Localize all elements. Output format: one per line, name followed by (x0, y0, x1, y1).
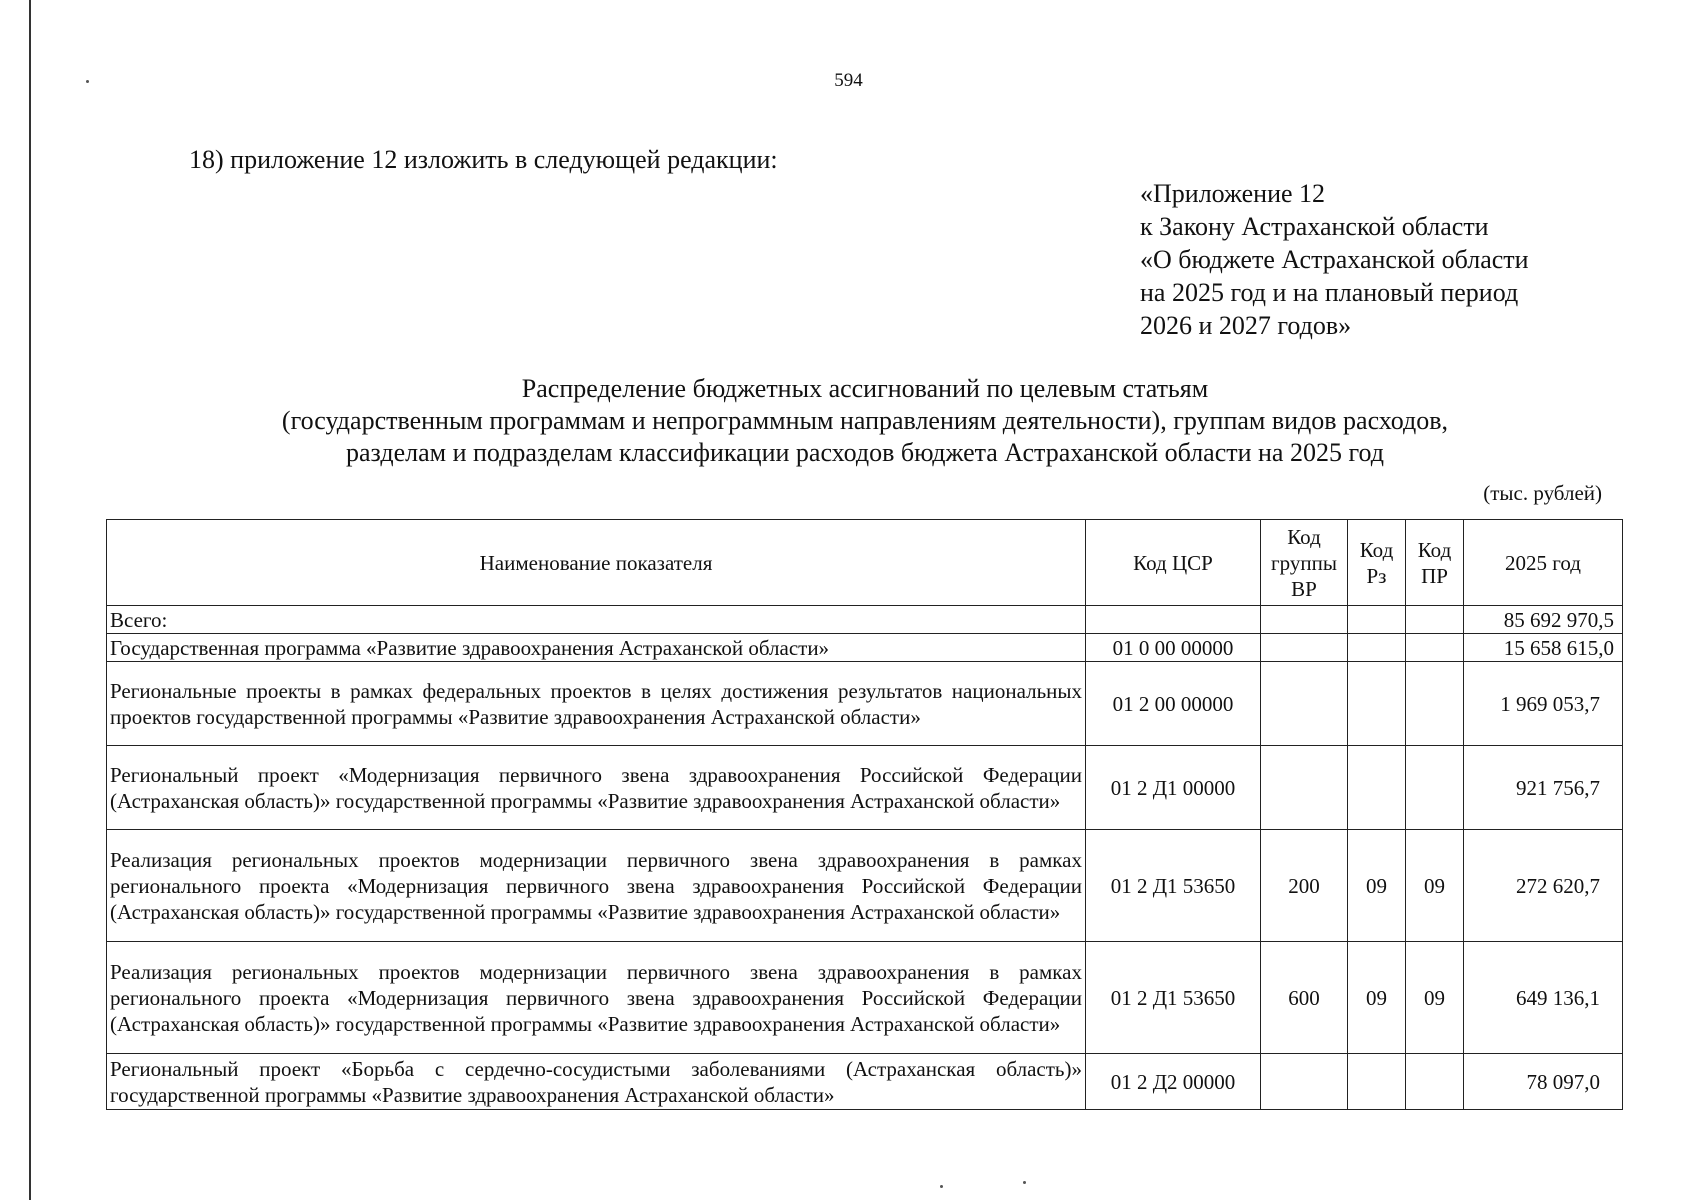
cell-pr: 09 (1406, 942, 1464, 1054)
cell-name: Региональные проекты в рамках федеральных проектов в целях достижения результатов национальных проектов государственной программы «Развитие здравоохранения Астраханской области» (107, 662, 1086, 746)
cell-amount: 921 756,7 (1464, 746, 1623, 830)
cell-name: Реализация региональных проектов модернизации первичного звена здравоохранения в рамках регионального проекта «Модернизация первичного звена здравоохранения Российской Федерации (Астраханская область)» государственной программы «Развитие здравоохранения Астраханской области» (107, 942, 1086, 1054)
title-line: разделам и подразделам классификации расходов бюджета Астраханской области на 2025 год (346, 438, 1384, 467)
cell-vr (1261, 606, 1348, 634)
cell-amount: 15 658 615,0 (1464, 634, 1623, 662)
cell-vr (1261, 634, 1348, 662)
appendix-line: «Приложение 12 (1140, 179, 1326, 208)
table-row (107, 662, 1623, 746)
budget-table (106, 519, 1623, 1110)
scan-dot (1023, 1181, 1026, 1184)
appendix-heading (1140, 177, 1529, 342)
cell-csr: 01 0 00 00000 (1086, 634, 1261, 662)
header-csr: Код ЦСР (1086, 520, 1261, 606)
page-number: 594 (834, 70, 863, 91)
cell-rz: 09 (1348, 830, 1406, 942)
table-row (107, 1054, 1623, 1110)
document-title (100, 373, 1630, 469)
header-year: 2025 год (1464, 520, 1623, 606)
cell-name: Региональный проект «Борьба с сердечно-сосудистыми заболеваниями (Астраханская область)» государственной программы «Развитие здравоохранения Астраханской области» (107, 1054, 1086, 1110)
cell-csr (1086, 606, 1261, 634)
cell-vr: 600 (1261, 942, 1348, 1054)
title-line: Распределение бюджетных ассигнований по целевым статьям (521, 374, 1209, 403)
title-line: (государственным программам и непрограммным направлениям деятельности), группам видов расходов, (281, 406, 1449, 435)
cell-pr (1406, 662, 1464, 746)
cell-name: Государственная программа «Развитие здравоохранения Астраханской области» (107, 634, 1086, 662)
cell-name: Реализация региональных проектов модернизации первичного звена здравоохранения в рамках регионального проекта «Модернизация первичного звена здравоохранения Российской Федерации (Астраханская область)» государственной программы «Развитие здравоохранения Астраханской области» (107, 830, 1086, 942)
cell-amount: 85 692 970,5 (1464, 606, 1623, 634)
cell-amount: 649 136,1 (1464, 942, 1623, 1054)
cell-vr (1261, 662, 1348, 746)
appendix-line: 2026 и 2027 годов» (1140, 311, 1352, 340)
cell-name: Региональный проект «Модернизация первичного звена здравоохранения Российской Федерации (Астраханская область)» государственной программы «Развитие здравоохранения Астраханской области» (107, 746, 1086, 830)
cell-vr (1261, 1054, 1348, 1110)
cell-rz (1348, 662, 1406, 746)
appendix-line: «О бюджете Астраханской области (1140, 245, 1529, 274)
table-header-row (107, 520, 1623, 606)
intro-paragraph: 18) приложение 12 изложить в следующей редакции: (189, 145, 778, 174)
cell-pr (1406, 746, 1464, 830)
header-vr: Код группы ВР (1261, 520, 1348, 606)
cell-rz (1348, 1054, 1406, 1110)
header-rz: Код Рз (1348, 520, 1406, 606)
cell-rz (1348, 746, 1406, 830)
cell-csr: 01 2 Д2 00000 (1086, 1054, 1261, 1110)
cell-amount: 1 969 053,7 (1464, 662, 1623, 746)
scan-dot (940, 1185, 943, 1188)
table-row (107, 634, 1623, 662)
cell-csr: 01 2 Д1 53650 (1086, 942, 1261, 1054)
cell-pr: 09 (1406, 830, 1464, 942)
cell-name: Всего: (107, 606, 1086, 634)
cell-pr (1406, 634, 1464, 662)
cell-csr: 01 2 Д1 00000 (1086, 746, 1261, 830)
cell-amount: 78 097,0 (1464, 1054, 1623, 1110)
table-row (107, 606, 1623, 634)
cell-csr: 01 2 00 00000 (1086, 662, 1261, 746)
cell-rz (1348, 634, 1406, 662)
appendix-line: к Закону Астраханской области (1140, 212, 1489, 241)
units-label: (тыс. рублей) (1483, 481, 1602, 505)
appendix-line: на 2025 год и на плановый период (1140, 278, 1519, 307)
header-name: Наименование показателя (107, 520, 1086, 606)
table-row (107, 830, 1623, 942)
cell-rz (1348, 606, 1406, 634)
cell-pr (1406, 606, 1464, 634)
header-pr: Код ПР (1406, 520, 1464, 606)
left-margin-line (29, 0, 31, 1200)
cell-rz: 09 (1348, 942, 1406, 1054)
table-row (107, 746, 1623, 830)
table-row (107, 942, 1623, 1054)
cell-vr: 200 (1261, 830, 1348, 942)
cell-vr (1261, 746, 1348, 830)
cell-pr (1406, 1054, 1464, 1110)
cell-csr: 01 2 Д1 53650 (1086, 830, 1261, 942)
cell-amount: 272 620,7 (1464, 830, 1623, 942)
